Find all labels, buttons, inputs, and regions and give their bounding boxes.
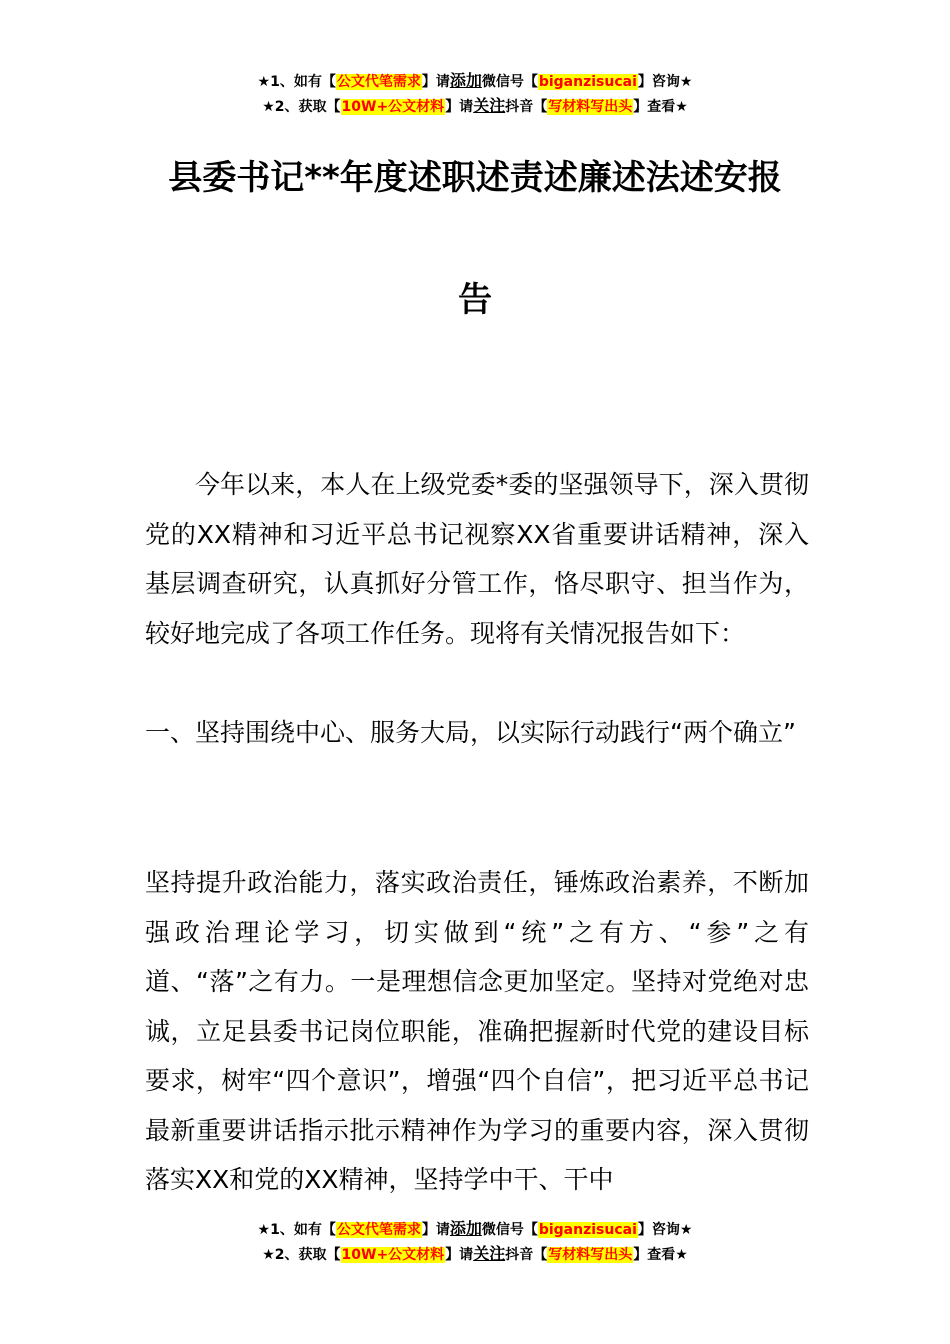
- section-paragraph-1: 坚持提升政治能力，落实政治责任，锤炼政治素养，不断加强政治理论学习，切实做到“统”之有方、“参”之有道、“落”之有力。一是理想信念更加坚定。坚持对党绝对忠诚，立足县委书记岗位职能，准确把握新时代党的建设目标要求，树牢“四个意识”，增强“四个自信”，把习近平总书记最新重要讲话指示批示精神作为学习的重要内容，深入贯彻落实XX和党的XX精神，坚持学中干、干中: [145, 868, 809, 1194]
- promo-highlight-douyin-id: 写材料写出头: [548, 99, 633, 115]
- bottom-promo-banner: [0, 1217, 950, 1267]
- section-heading-1: 一、坚持围绕中心、服务大局，以实际行动践行“两个确立”: [145, 718, 796, 747]
- promo-line-2: ★2、获取【10W+公文材料】请关注抖音【写材料写出头】查看★: [262, 1244, 688, 1263]
- promo-line-1: ★1、如有【公文代笔需求】请添加微信号【biganzisucai】咨询★: [257, 71, 693, 90]
- top-promo-banner: [0, 69, 950, 119]
- promo-highlight-service: 公文代笔需求: [336, 1222, 421, 1238]
- document-title-line-1: 县委书记**年度述职述责述廉述法述安报: [168, 158, 782, 198]
- promo-line-1: ★1、如有【公文代笔需求】请添加微信号【biganzisucai】咨询★: [257, 1219, 693, 1238]
- document-title-line-2: 告: [458, 280, 492, 320]
- promo-line-2: ★2、获取【10W+公文材料】请关注抖音【写材料写出头】查看★: [262, 96, 688, 115]
- promo-highlight-wechat-id: biganzisucai: [538, 1222, 637, 1238]
- intro-paragraph: 今年以来，本人在上级党委*委的坚强领导下，深入贯彻党的XX精神和习近平总书记视察XX省重要讲话精神，深入基层调查研究，认真抓好分管工作，恪尽职守、担当作为，较好地完成了各项工作任务。现将有关情况报告如下：: [145, 470, 809, 648]
- promo-highlight-wechat-id: biganzisucai: [538, 74, 637, 90]
- promo-highlight-materials: 10W+公文材料: [341, 99, 445, 115]
- promo-highlight-materials: 10W+公文材料: [341, 1247, 445, 1263]
- promo-highlight-service: 公文代笔需求: [336, 74, 421, 90]
- promo-highlight-douyin-id: 写材料写出头: [548, 1247, 633, 1263]
